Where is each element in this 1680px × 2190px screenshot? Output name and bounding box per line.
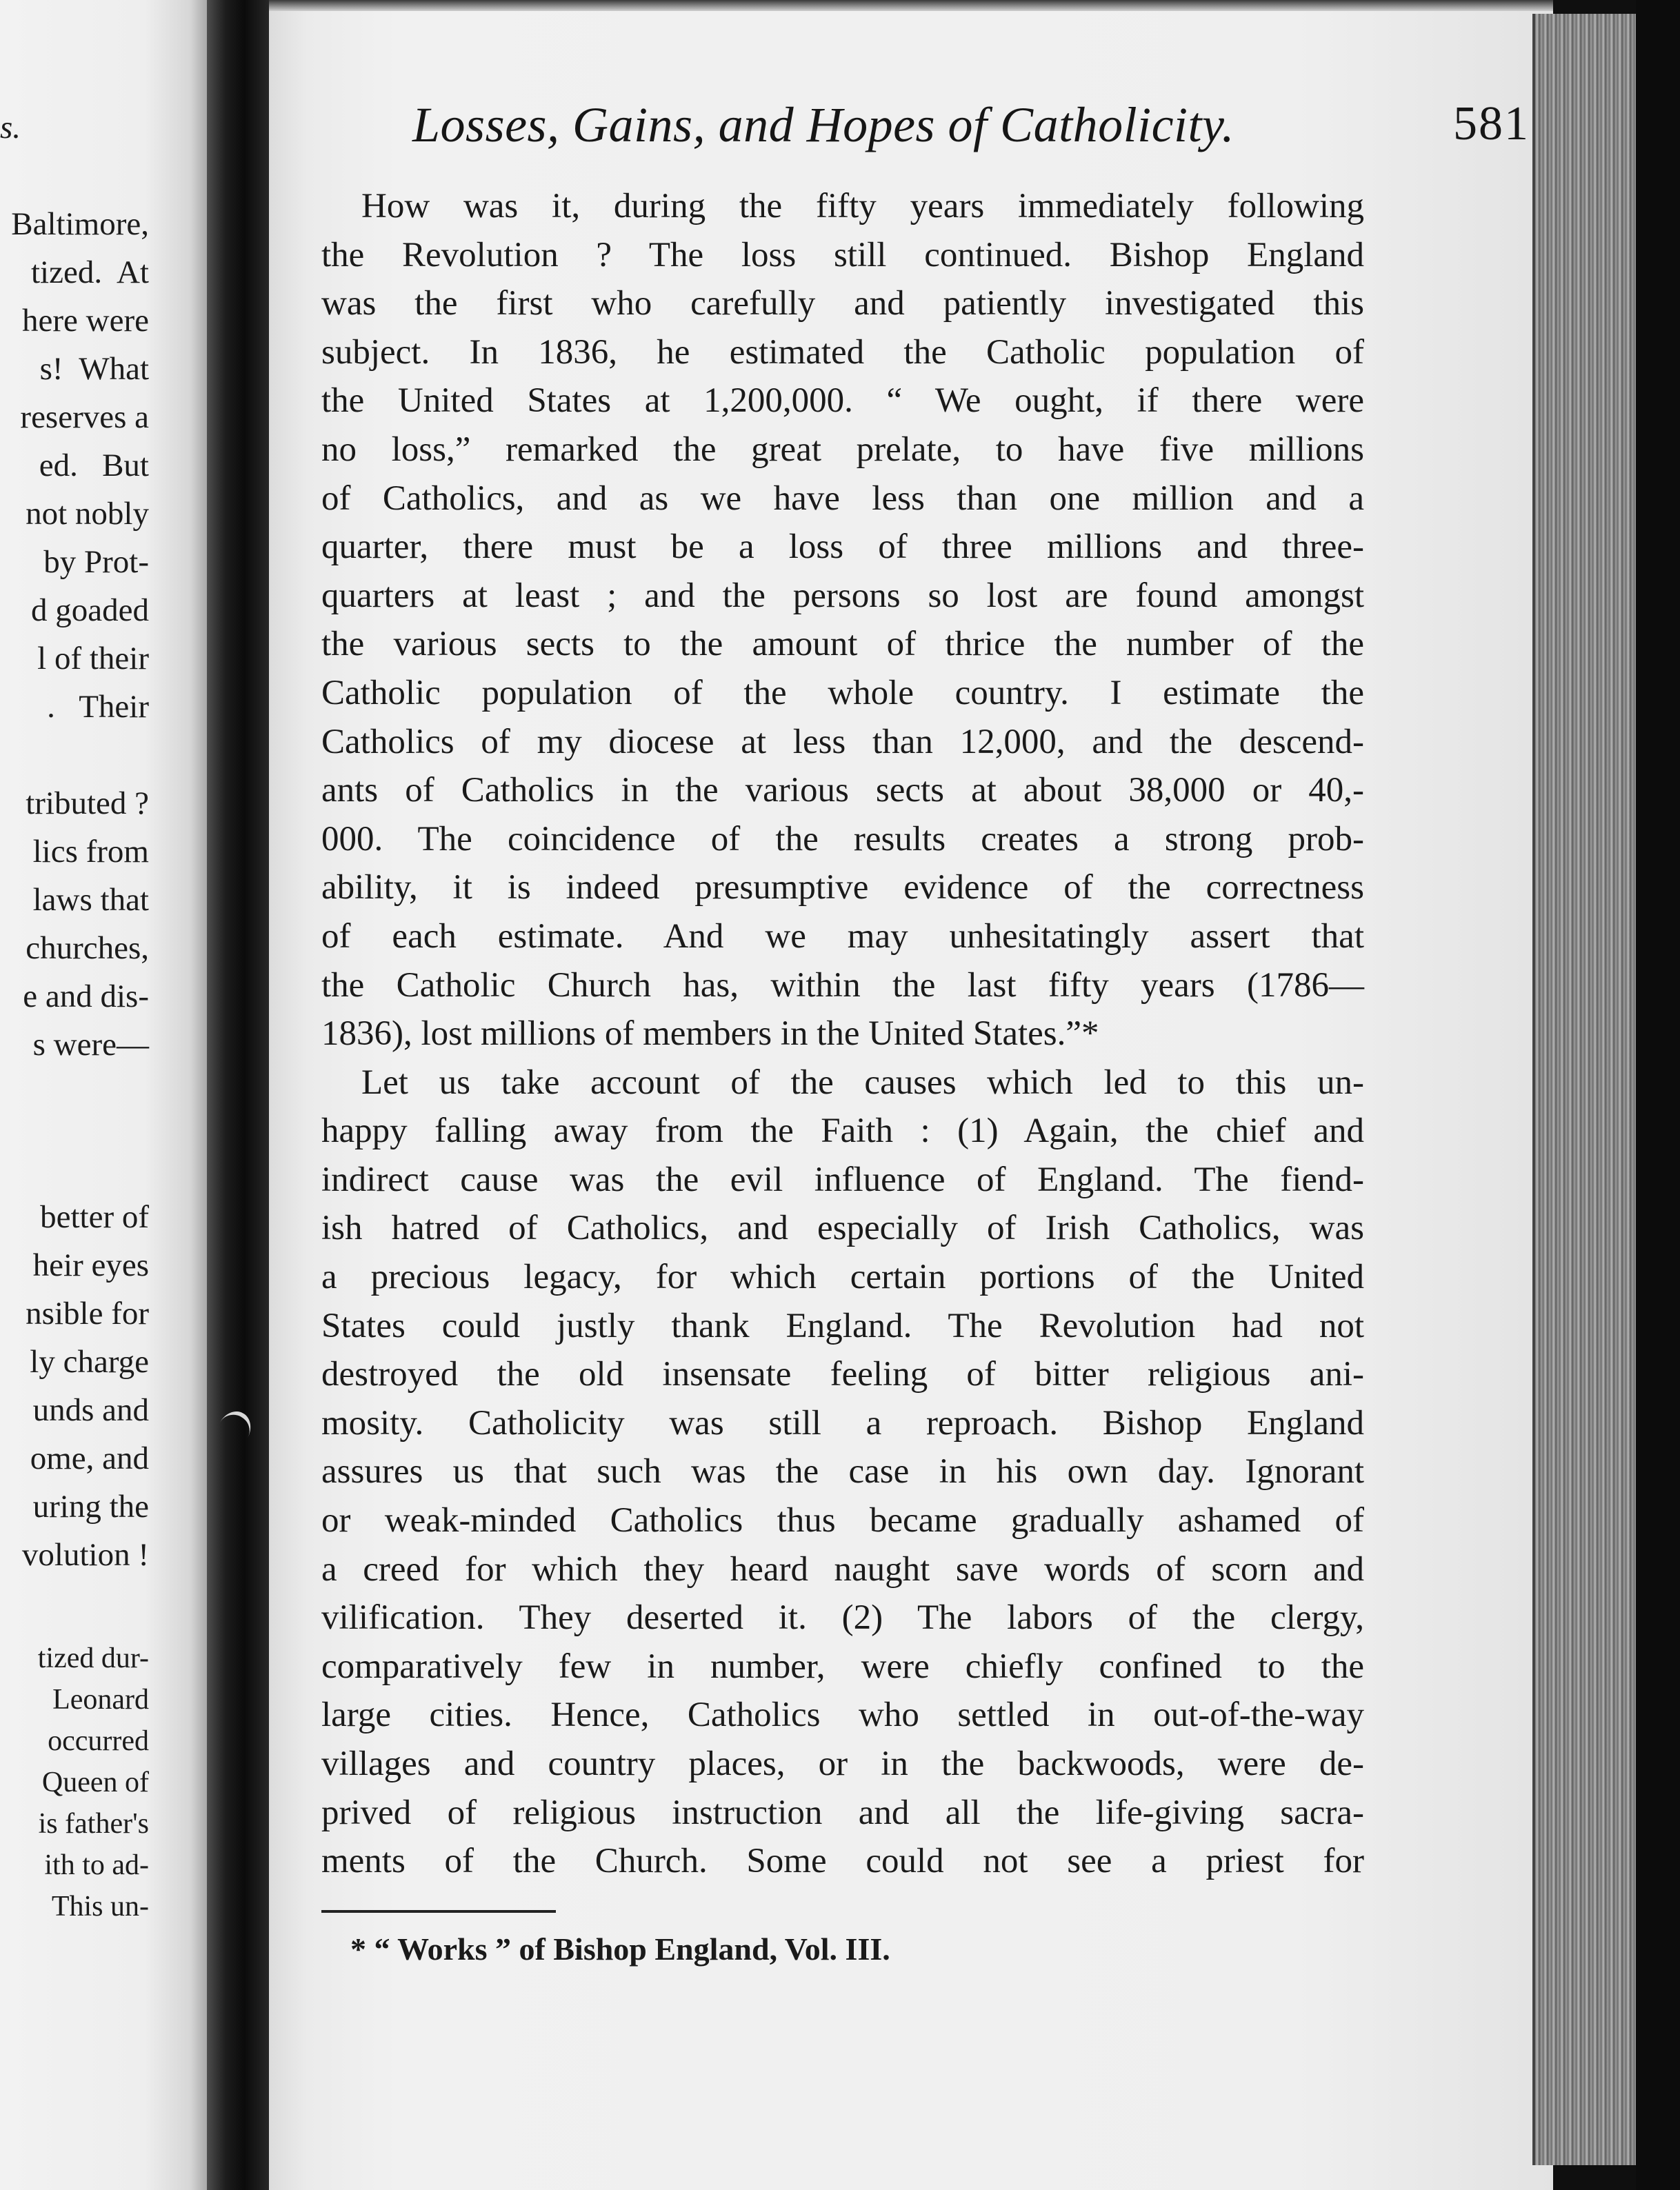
left-page-line: lics from bbox=[32, 834, 149, 870]
text-line: no loss,” remarked the great prelate, to have five millions bbox=[321, 430, 1364, 469]
text-line: prived of religious instruction and all the life-giving sacra- bbox=[321, 1793, 1364, 1832]
text-line: destroyed the old insensate feeling of bitter religious ani- bbox=[321, 1355, 1364, 1394]
text-line: assures us that such was the case in his own day. Ignorant bbox=[321, 1452, 1364, 1491]
book-gutter bbox=[207, 0, 269, 2190]
text-line: indirect cause was the evil influence of England. The fiend- bbox=[321, 1160, 1364, 1199]
text-line: of Catholics, and as we have less than one million and a bbox=[321, 479, 1364, 518]
text-line: ments of the Church. Some could not see a priest for bbox=[321, 1842, 1364, 1881]
text-line: ability, it is indeed presumptive evidence of the correctness bbox=[321, 868, 1364, 907]
text-line: quarter, there must be a loss of three millions and three- bbox=[321, 528, 1364, 567]
left-page-line: l of their bbox=[37, 641, 149, 676]
left-page-line: tized. At bbox=[31, 254, 149, 290]
left-page-line: unds and bbox=[32, 1392, 149, 1428]
running-head bbox=[412, 97, 1530, 159]
left-page-line: tized dur- bbox=[37, 1642, 149, 1674]
left-page-line: uring the bbox=[32, 1489, 149, 1525]
text-line: ants of Catholics in the various sects at about 38,000 or 40,- bbox=[321, 771, 1364, 810]
text-line: was the first who carefully and patiently investigated this bbox=[321, 284, 1364, 323]
left-page-line: Baltimore, bbox=[11, 206, 149, 242]
left-page-line: Leonard bbox=[52, 1684, 149, 1716]
text-line: Catholic population of the whole country. I estimate the bbox=[321, 673, 1364, 712]
left-page-line: nsible for bbox=[26, 1296, 149, 1332]
running-title: Losses, Gains, and Hopes of Catholicity. bbox=[412, 97, 1235, 152]
left-page-line: ome, and bbox=[30, 1440, 149, 1476]
text-line: a creed for which they heard naught save words of scorn and bbox=[321, 1549, 1364, 1589]
left-page-line: s were— bbox=[32, 1027, 149, 1063]
left-page-line: better of bbox=[40, 1199, 149, 1235]
left-page-line: occurred bbox=[48, 1725, 149, 1757]
text-line: the Revolution ? The loss still continued. Bishop England bbox=[321, 235, 1364, 274]
left-page-line: laws that bbox=[32, 882, 149, 918]
text-line: happy falling away from the Faith : (1) Again, the chief and bbox=[321, 1112, 1364, 1151]
page-number: 581 bbox=[1453, 97, 1530, 150]
left-page-line: tributed ? bbox=[26, 785, 149, 821]
text-line: large cities. Hence, Catholics who settled in out-of-the-way bbox=[321, 1696, 1364, 1735]
left-page-line: e and dis- bbox=[23, 978, 149, 1014]
left-page-line: ly charge bbox=[30, 1344, 149, 1380]
text-line: How was it, during the fifty years immediately following bbox=[361, 187, 1364, 225]
main-page bbox=[269, 0, 1553, 2190]
text-line: the Catholic Church has, within the last fifty years (1786— bbox=[321, 965, 1364, 1005]
text-line: Let us take account of the causes which led to this un- bbox=[361, 1063, 1364, 1102]
text-line: ish hatred of Catholics, and especially of Irish Catholics, was bbox=[321, 1209, 1364, 1248]
text-line: the various sects to the amount of thrice the number of the bbox=[321, 625, 1364, 664]
scan-border bbox=[1636, 0, 1680, 2190]
text-line: the United States at 1,200,000. “ We ought, if there were bbox=[321, 381, 1364, 421]
left-page-line: by Prot- bbox=[43, 544, 149, 580]
text-line: comparatively few in number, were chiefly confined to the bbox=[321, 1647, 1364, 1686]
left-page-line: churches, bbox=[26, 930, 149, 966]
left-page-line: is father's bbox=[38, 1808, 149, 1840]
left-page-line: not nobly bbox=[26, 496, 149, 532]
text-line: subject. In 1836, he estimated the Catholic population of bbox=[321, 332, 1364, 372]
left-page-line: heir eyes bbox=[32, 1247, 149, 1283]
top-page-edge bbox=[269, 0, 1553, 11]
left-page-line: s! What bbox=[39, 351, 149, 387]
text-line: of each estimate. And we may unhesitatingly assert that bbox=[321, 916, 1364, 956]
text-line: a precious legacy, for which certain portions of the United bbox=[321, 1258, 1364, 1297]
left-page-line: d goaded bbox=[31, 592, 149, 628]
left-page-line: This un- bbox=[51, 1891, 149, 1922]
left-page-fragment bbox=[0, 0, 207, 2190]
fore-edge-pages bbox=[1532, 14, 1639, 2165]
left-page-line: . Their bbox=[47, 689, 149, 725]
left-page-line: reserves a bbox=[20, 399, 149, 435]
left-page-line: s. bbox=[0, 110, 21, 145]
footnote-rule bbox=[321, 1910, 556, 1913]
left-page-line: ith to ad- bbox=[44, 1849, 149, 1881]
left-page-line: Queen of bbox=[41, 1767, 149, 1798]
text-line: mosity. Catholicity was still a reproach. Bishop England bbox=[321, 1403, 1364, 1443]
left-page-line: here were bbox=[22, 303, 149, 339]
text-line: villages and country places, or in the backwoods, were de- bbox=[321, 1745, 1364, 1783]
body-text bbox=[321, 182, 1364, 1886]
left-page-line: volution ! bbox=[21, 1537, 149, 1573]
text-line: or weak-minded Catholics thus became gradually ashamed of bbox=[321, 1501, 1364, 1540]
text-line: 1836), lost millions of members in the United States.”* bbox=[321, 1014, 1099, 1054]
text-line: vilification. They deserted it. (2) The labors of the clergy, bbox=[321, 1598, 1364, 1638]
text-line: States could justly thank England. The Revolution had not bbox=[321, 1306, 1364, 1345]
left-page-line: ed. But bbox=[39, 448, 149, 483]
footnote: * “ Works ” of Bishop England, Vol. III. bbox=[350, 1931, 890, 1967]
text-line: quarters at least ; and the persons so lost are found amongst bbox=[321, 576, 1364, 615]
text-line: Catholics of my diocese at less than 12,000, and the descend- bbox=[321, 722, 1364, 761]
text-line: 000. The coincidence of the results creates a strong prob- bbox=[321, 819, 1364, 858]
